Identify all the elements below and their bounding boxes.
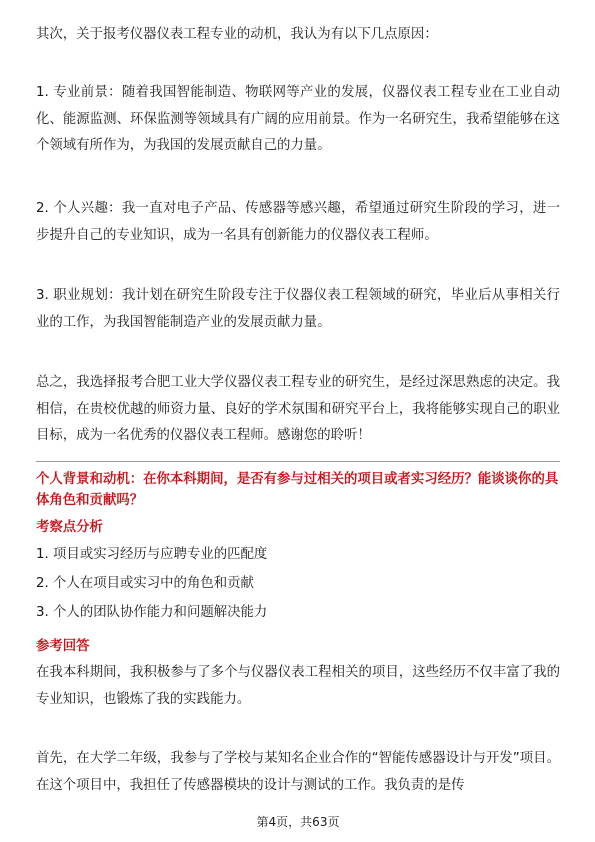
intro-point-1: 1. 专业前景：随着我国智能制造、物联网等产业的发展，仪器仪表工程专业在工业自动化、能源监测、环保监测等领域具有广阔的应用前景。作为一名研究生，我希望能够在这个领域有所作为，为我国的发展贡献自己的力量。	[36, 85, 560, 153]
summary-paragraph: 总之，我选择报考合肥工业大学仪器仪表工程专业的研究生，是经过深思熟虑的决定。我相信，在贵校优越的师资力量、良好的学术氛围和研究平台上，我将能够实现自己的职业目标，成为一名优秀的仪器仪表工程师。感谢您的聆听！	[36, 375, 560, 443]
analysis-label: 考察点分析	[36, 520, 103, 535]
answer-paragraph: 首先，在大学二年级，我参与了学校与某知名企业合作的“智能传感器设计与开发”项目。在这个项目中，我担任了传感器模块的设计与测试的工作。我负责的是传	[36, 751, 560, 793]
intro-paragraph: 其次，关于报考仪器仪表工程专业的动机，我认为有以下几点原因：	[36, 27, 438, 42]
section-divider	[36, 461, 560, 462]
question-heading: 个人背景和动机：在你本科期间，是否有参与过相关的项目或者实习经历？能谈谈你的具体角色和贡献吗？	[36, 472, 559, 508]
analysis-point: 3. 个人的团队协作能力和问题解决能力	[36, 605, 268, 620]
intro-point-3: 3. 职业规划：我计划在研究生阶段专注于仪器仪表工程领域的研究，毕业后从事相关行业的工作，为我国智能制造产业的发展贡献力量。	[36, 288, 560, 330]
answer-paragraph: 在我本科期间，我积极参与了多个与仪器仪表工程相关的项目，这些经历不仅丰富了我的专业知识，也锻炼了我的实践能力。	[36, 665, 560, 707]
analysis-point: 1. 项目或实习经历与应聘专业的匹配度	[36, 547, 268, 562]
page-number: 第4页，共63页	[256, 815, 340, 829]
intro-point-2: 2. 个人兴趣：我一直对电子产品、传感器等感兴趣，希望通过研究生阶段的学习，进一步提升自己的专业知识，成为一名具有创新能力的仪器仪表工程师。	[36, 201, 560, 243]
analysis-point: 2. 个人在项目或实习中的角色和贡献	[36, 576, 254, 591]
document-page	[36, 0, 560, 842]
answer-label: 参考回答	[36, 639, 90, 654]
